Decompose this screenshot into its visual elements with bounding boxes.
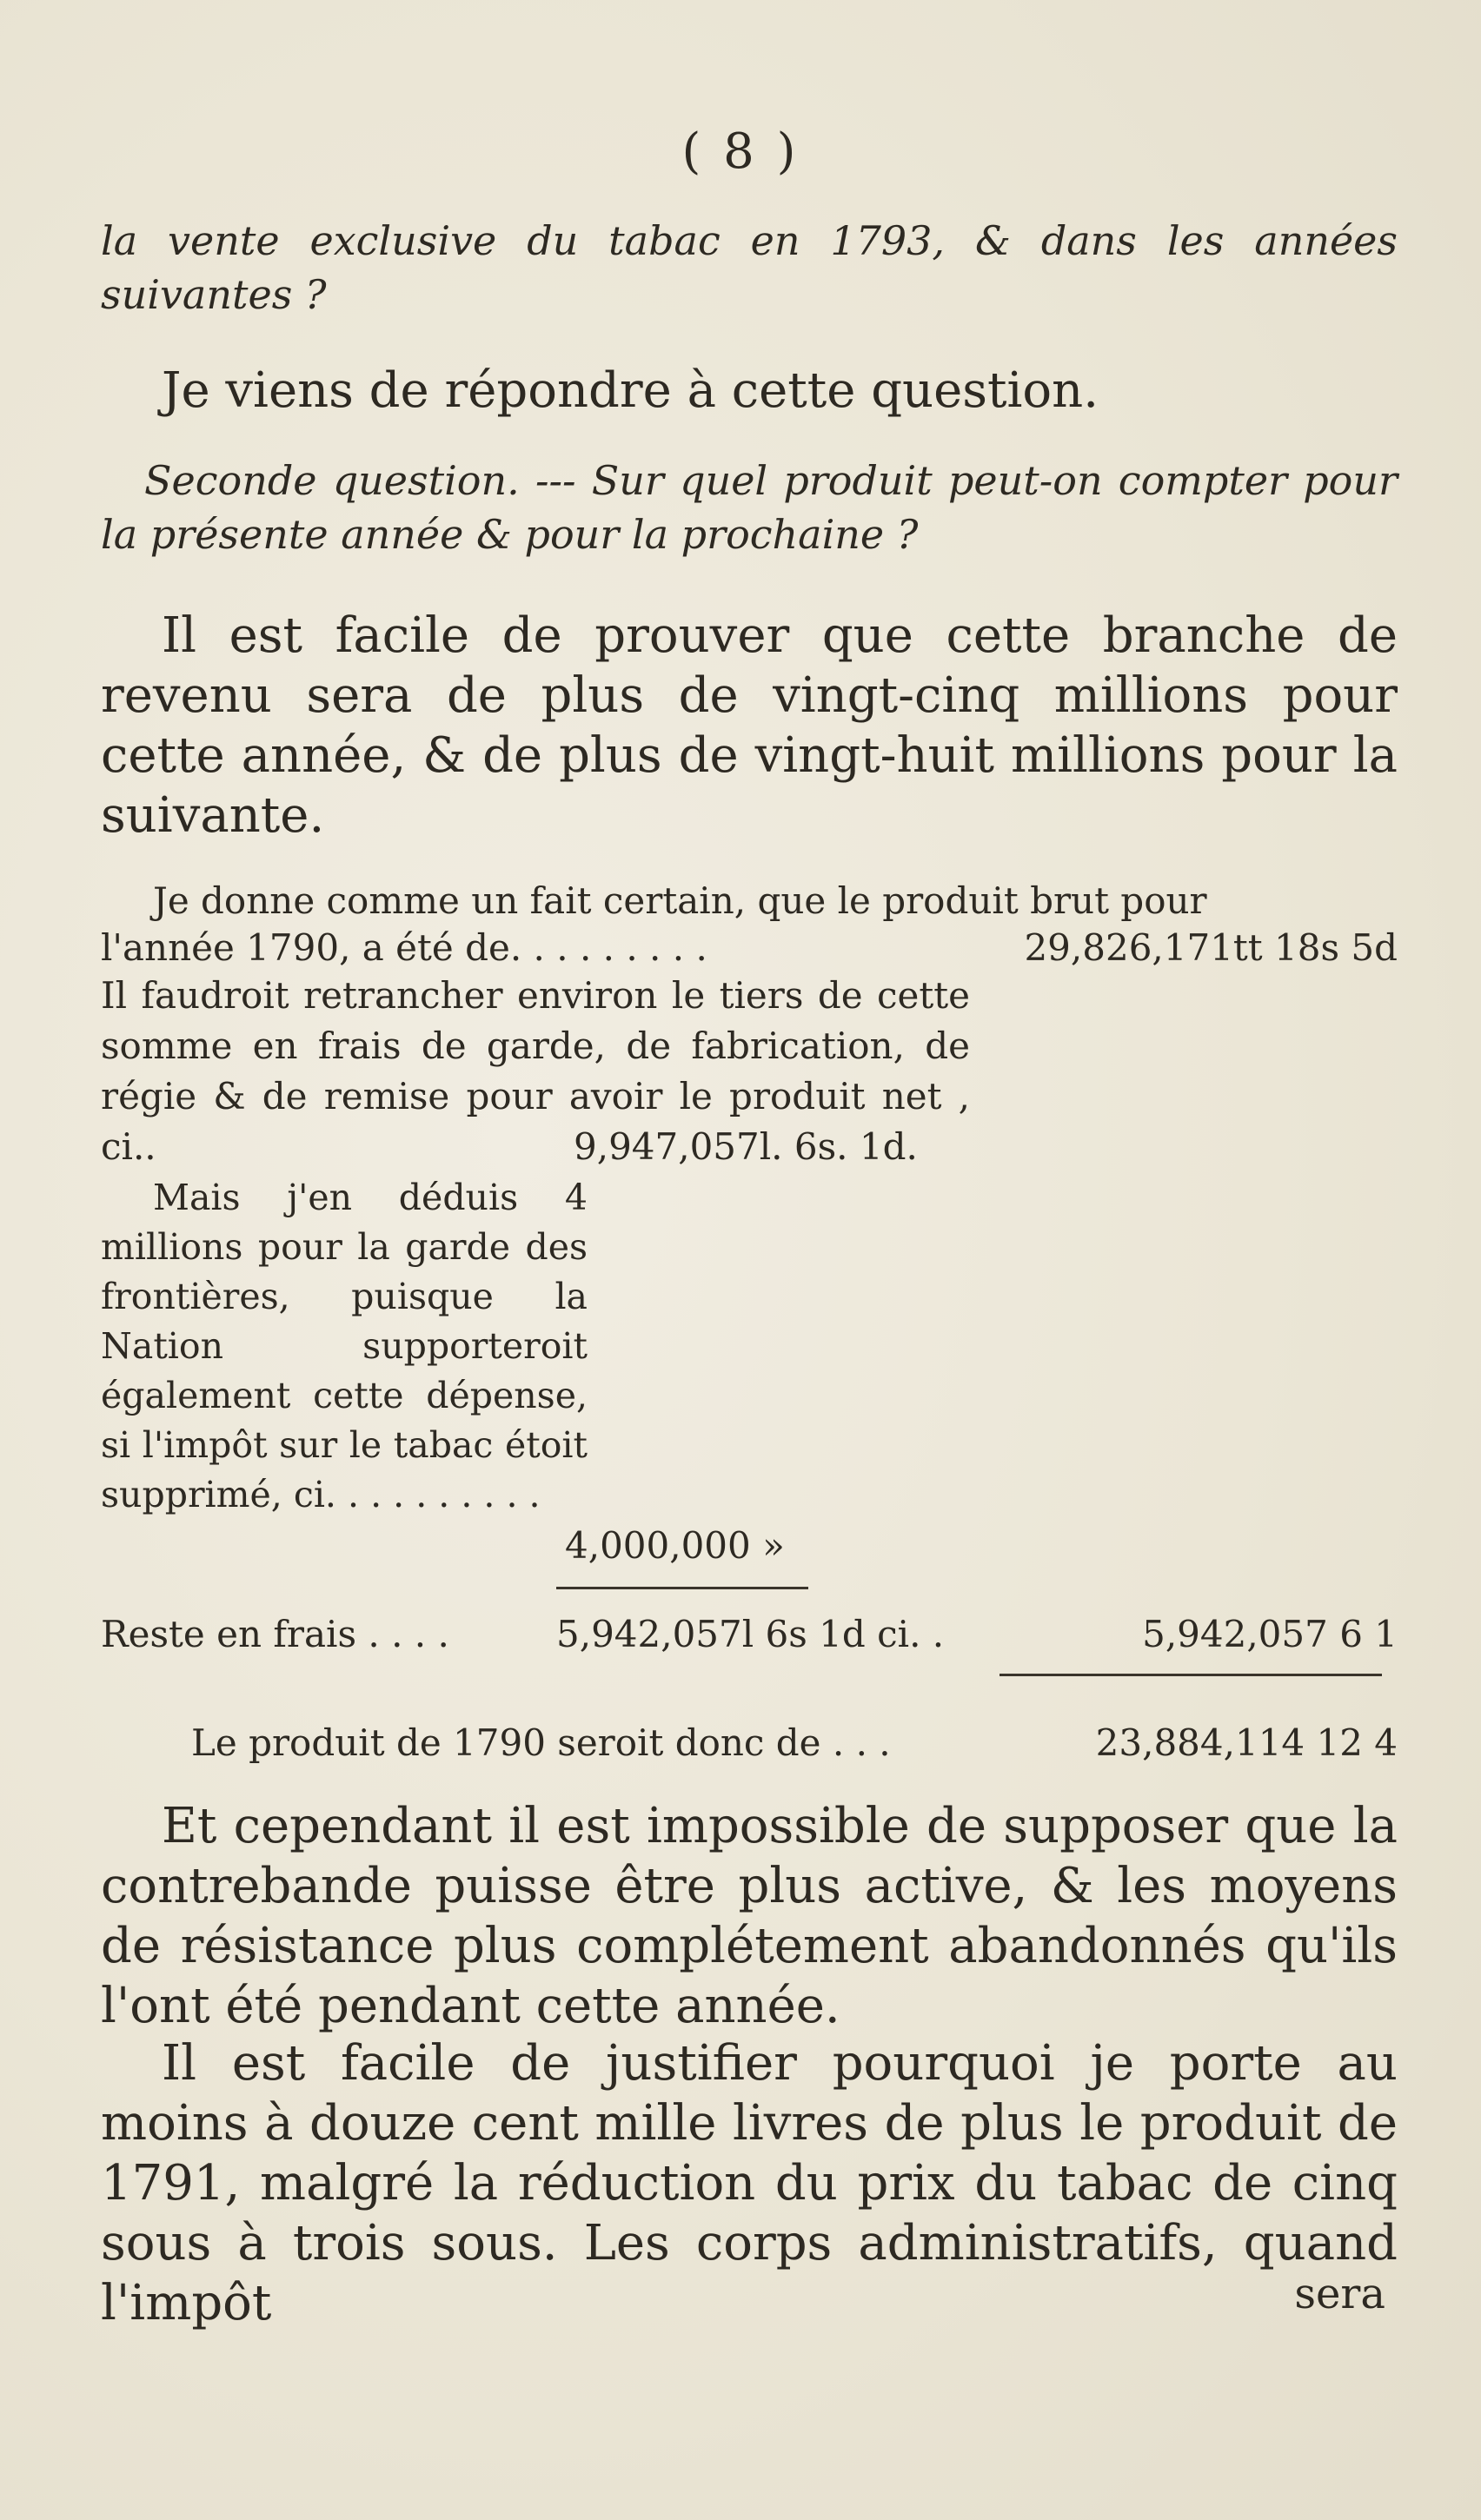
paragraph-response: Je viens de répondre à cette question. [162,362,1099,419]
calc-retrancher-value: 9,947,057l. 6s. 1d. [574,1125,918,1168]
reste-value-ci: 5,942,057l 6s 1d ci. . [556,1613,945,1655]
second-question: Seconde question. --- Sur quel produit peut-on compter pour la présente année & pour la prochaine ? [101,457,1398,558]
page-number: ( 8 ) [681,123,800,180]
calc-retrancher-text: Il faudroit retrancher environ le tiers de cette somme en frais de garde, de fabrication, de régie & de remise pour avoir le produit net , ci.. [101,974,970,1168]
catchword: sera [1294,2270,1385,2318]
calc-deduction-value: 4,000,000 » [565,1524,785,1567]
total-rule [1000,1674,1382,1676]
paragraph-revenue-estimate: Il est facile de prouver que cette branche de revenu sera de plus de vingt-cinq millions pour cette année, & de plus de vingt-huit millions pour la suivante. [101,607,1398,844]
paragraph-justifier: Il est facile de justifier pourquoi je porte au moins à douze cent mille livres de plus le produit de 1791, malgré la réduction du prix du tabac de cinq sous à trois sous. Les corps administratifs, quand l'impôt [101,2035,1398,2331]
intro-italic-text: la vente exclusive du tabac en 1793, & dans les années suivantes ? [101,217,1398,318]
calc-deduction-text: Mais j'en déduis 4 millions pour la garde des frontières, puisque la Nation supporteroit également cette dépense, si l'impôt sur le tabac étoit supprimé, ci. . . . . . . . . . [101,1177,588,1515]
produit-value: 23,884,114 12 4 [1095,1721,1398,1764]
calc-line-2-label: l'année 1790, a été de. . . . . . . . . [101,926,707,969]
reste-label: Reste en frais . . . . [101,1613,449,1655]
paragraph-contrebande: Et cependant il est impossible de supposer que la contrebande puisse être plus active, & les moyens de résistance plus complétement abandonnés qu'ils l'ont été pendant cette année. [101,1798,1398,2034]
calc-line-1: Je donne comme un fait certain, que le produit brut pour [153,879,1207,922]
subtotal-rule [556,1587,808,1589]
reste-value: 5,942,057 6 1 [1142,1613,1398,1655]
produit-label: Le produit de 1790 seroit donc de . . . [191,1721,891,1764]
calc-line-2-value: 29,826,171tt 18s 5d [1024,926,1398,969]
